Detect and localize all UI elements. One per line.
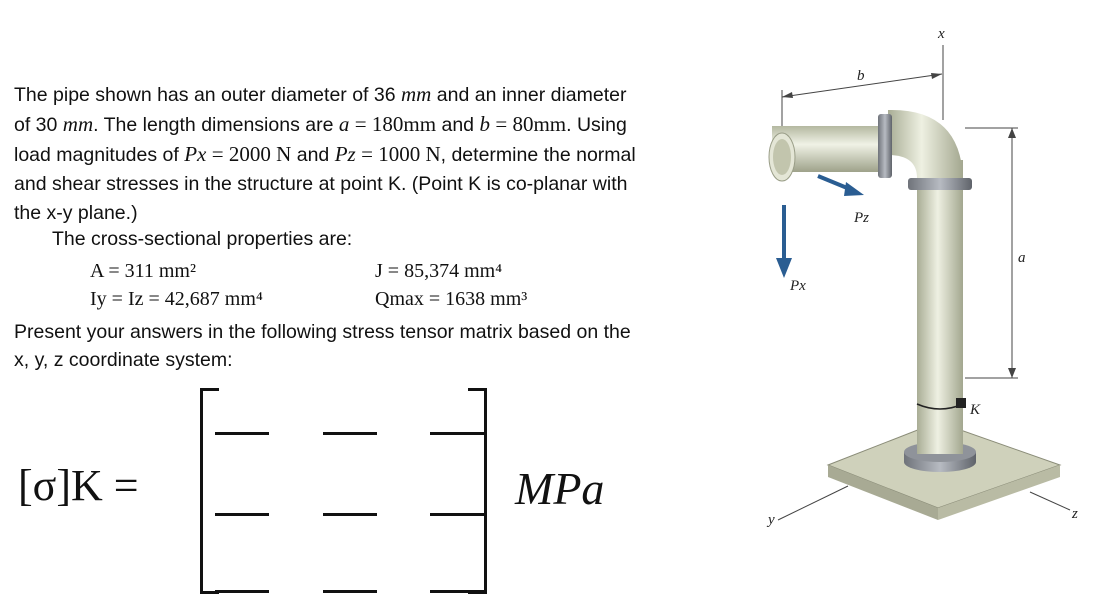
dimension-a-arrow-top bbox=[1008, 128, 1016, 138]
properties-heading: The cross-sectional properties are: bbox=[52, 228, 353, 250]
property-q-max: Qmax = 1638 mm³ bbox=[375, 288, 528, 310]
answer-blank-xx[interactable] bbox=[215, 432, 269, 435]
instructions-line-1: Present your answers in the following stress tensor matrix based on the bbox=[14, 321, 631, 343]
matrix-right-bracket bbox=[468, 388, 487, 594]
problem-statement bbox=[14, 80, 744, 228]
z-axis-label: z bbox=[1072, 506, 1078, 522]
problem-line-5: the x-y plane.) bbox=[14, 202, 138, 224]
pipe-figure bbox=[760, 0, 1098, 600]
y-axis-label: y bbox=[768, 512, 775, 528]
point-k-marker bbox=[956, 398, 966, 408]
answer-blank-zx[interactable] bbox=[215, 590, 269, 593]
property-area: A = 311 mm² bbox=[90, 260, 196, 282]
problem-line-1: The pipe shown has an outer diameter of 36 mm and an inner diameter bbox=[14, 82, 627, 106]
point-k-label: K bbox=[970, 402, 981, 418]
answer-blank-yy[interactable] bbox=[323, 513, 377, 516]
side-flange bbox=[878, 114, 892, 178]
stress-tensor-label: [σ]K = bbox=[18, 461, 139, 510]
matrix-unit: MPa bbox=[515, 463, 605, 514]
z-axis bbox=[1030, 492, 1070, 510]
dimension-a-arrow-bottom bbox=[1008, 368, 1016, 378]
property-polar-moment: J = 85,374 mm⁴ bbox=[375, 260, 503, 282]
instructions-line-2: x, y, z coordinate system: bbox=[14, 349, 233, 371]
problem-line-4: and shear stresses in the structure at point K. (Point K is co-planar with bbox=[14, 173, 628, 195]
answer-blank-zy[interactable] bbox=[323, 590, 377, 593]
force-pz-arrowhead bbox=[844, 182, 864, 196]
dimension-a-label: a bbox=[1018, 250, 1026, 266]
force-px-arrowhead bbox=[776, 258, 792, 278]
matrix-left-bracket bbox=[200, 388, 219, 594]
mid-flange bbox=[908, 178, 972, 190]
answer-blank-xy[interactable] bbox=[323, 432, 377, 435]
problem-line-2: of 30 mm. The length dimensions are a = 180mm and b = 80mm. Using bbox=[14, 112, 627, 136]
dimension-b-arrow-right bbox=[931, 73, 942, 79]
y-axis bbox=[778, 486, 848, 520]
force-pz-label: Pz bbox=[854, 210, 869, 226]
vertical-pipe bbox=[917, 160, 963, 454]
problem-line-3: load magnitudes of Px = 2000 N and Pz = 1000 N, determine the normal bbox=[14, 142, 636, 166]
answer-blank-yx[interactable] bbox=[215, 513, 269, 516]
answer-blank-zz[interactable] bbox=[430, 590, 484, 593]
x-axis-label: x bbox=[938, 26, 945, 42]
property-moment-of-inertia: Iy = Iz = 42,687 mm⁴ bbox=[90, 288, 263, 310]
answer-blank-yz[interactable] bbox=[430, 513, 484, 516]
force-px-label: Px bbox=[790, 278, 806, 294]
instructions bbox=[14, 318, 734, 374]
pipe-open-end-inner bbox=[773, 139, 791, 175]
dimension-b-arrow-left bbox=[782, 92, 793, 98]
pipe-elbow bbox=[888, 110, 963, 178]
dimension-b-label: b bbox=[857, 68, 865, 84]
answer-blank-xz[interactable] bbox=[430, 432, 484, 435]
